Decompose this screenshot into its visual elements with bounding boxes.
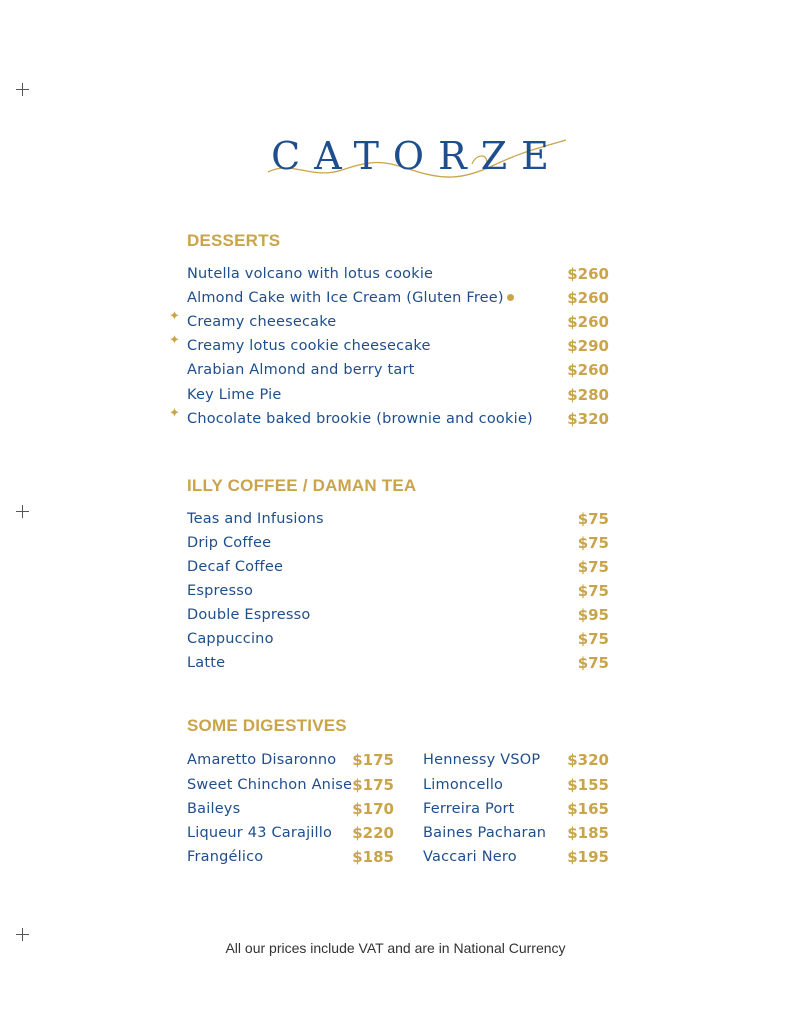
sparkle-icon: ✦ <box>169 333 180 348</box>
menu-item <box>187 629 609 653</box>
item-price: $75 <box>577 558 609 576</box>
item-name: Baines Pacharan <box>423 825 547 841</box>
menu-item <box>187 847 394 871</box>
item-name: Double Espresso <box>187 607 311 623</box>
item-price: $260 <box>567 265 609 283</box>
item-name: Frangélico <box>187 849 264 865</box>
item-price: $175 <box>352 776 394 794</box>
menu-item <box>169 406 609 433</box>
menu-item <box>187 533 609 557</box>
item-name: Latte <box>187 655 226 671</box>
item-price: $170 <box>352 800 394 818</box>
brand-logo <box>262 130 572 186</box>
menu-item <box>423 750 609 774</box>
menu-item <box>187 581 609 605</box>
item-name: Creamy lotus cookie cheesecake <box>187 338 431 354</box>
item-price: $185 <box>567 824 609 842</box>
item-name: Teas and Infusions <box>187 511 324 527</box>
menu-item <box>423 799 609 823</box>
item-price: $175 <box>352 751 394 769</box>
item-name: Almond Cake with Ice Cream (Gluten Free) <box>187 290 504 306</box>
item-name: Vaccari Nero <box>423 849 517 865</box>
item-name: Limoncello <box>423 777 504 793</box>
menu-item <box>187 360 609 384</box>
item-price: $75 <box>577 510 609 528</box>
sparkle-icon: ✦ <box>169 309 180 324</box>
item-name: Nutella volcano with lotus cookie <box>187 266 434 282</box>
item-name: Sweet Chinchon Anise <box>187 777 353 793</box>
menu-item <box>187 823 394 847</box>
sparkle-icon: ✦ <box>169 406 180 421</box>
item-price: $260 <box>567 289 609 307</box>
item-name: Key Lime Pie <box>187 387 282 403</box>
menu-item <box>169 333 609 360</box>
menu-item <box>187 264 609 288</box>
item-name: Decaf Coffee <box>187 559 284 575</box>
item-price: $280 <box>567 386 609 404</box>
item-price: $155 <box>567 776 609 794</box>
menu-item <box>423 847 609 871</box>
menu-item <box>187 557 609 581</box>
item-price: $185 <box>352 848 394 866</box>
menu-item <box>187 653 609 677</box>
menu-item <box>187 799 394 823</box>
item-price: $220 <box>352 824 394 842</box>
item-price: $75 <box>577 582 609 600</box>
item-price: $260 <box>567 313 609 331</box>
item-name: Hennessy VSOP <box>423 752 541 768</box>
item-name: Ferreira Port <box>423 801 515 817</box>
item-name: Cappuccino <box>187 631 274 647</box>
item-price: $320 <box>567 751 609 769</box>
item-name: Arabian Almond and berry tart <box>187 362 415 378</box>
item-name-wrap <box>187 288 514 308</box>
menu-item <box>423 775 609 799</box>
gluten-free-icon <box>507 294 514 301</box>
menu-item <box>187 509 609 533</box>
section-title-desserts: DESSERTS <box>187 231 281 250</box>
item-name: Liqueur 43 Carajillo <box>187 825 333 841</box>
item-name: Drip Coffee <box>187 535 272 551</box>
brand-name: CATORZE <box>271 134 563 178</box>
item-price: $320 <box>567 410 609 428</box>
menu-item <box>187 750 394 774</box>
menu-item <box>169 309 609 336</box>
item-name: Baileys <box>187 801 241 817</box>
item-price: $195 <box>567 848 609 866</box>
item-name: Espresso <box>187 583 254 599</box>
section-title-coffee: ILLY COFFEE / DAMAN TEA <box>187 476 417 495</box>
item-price: $165 <box>567 800 609 818</box>
item-price: $75 <box>577 534 609 552</box>
item-price: $290 <box>567 337 609 355</box>
menu-item <box>187 288 609 312</box>
menu-item <box>187 385 609 409</box>
item-name: Creamy cheesecake <box>187 314 337 330</box>
item-price: $75 <box>577 630 609 648</box>
footer-note: All our prices include VAT and are in National Currency <box>225 940 566 956</box>
crop-mark-icon <box>16 83 30 97</box>
item-price: $75 <box>577 654 609 672</box>
item-price: $95 <box>577 606 609 624</box>
menu-item <box>187 775 394 799</box>
item-name: Chocolate baked brookie (brownie and cookie) <box>187 411 533 427</box>
crop-mark-icon <box>16 505 30 519</box>
item-price: $260 <box>567 361 609 379</box>
menu-item <box>187 605 609 629</box>
menu-item <box>423 823 609 847</box>
section-title-digestives: SOME DIGESTIVES <box>187 716 347 735</box>
item-name: Amaretto Disaronno <box>187 752 337 768</box>
